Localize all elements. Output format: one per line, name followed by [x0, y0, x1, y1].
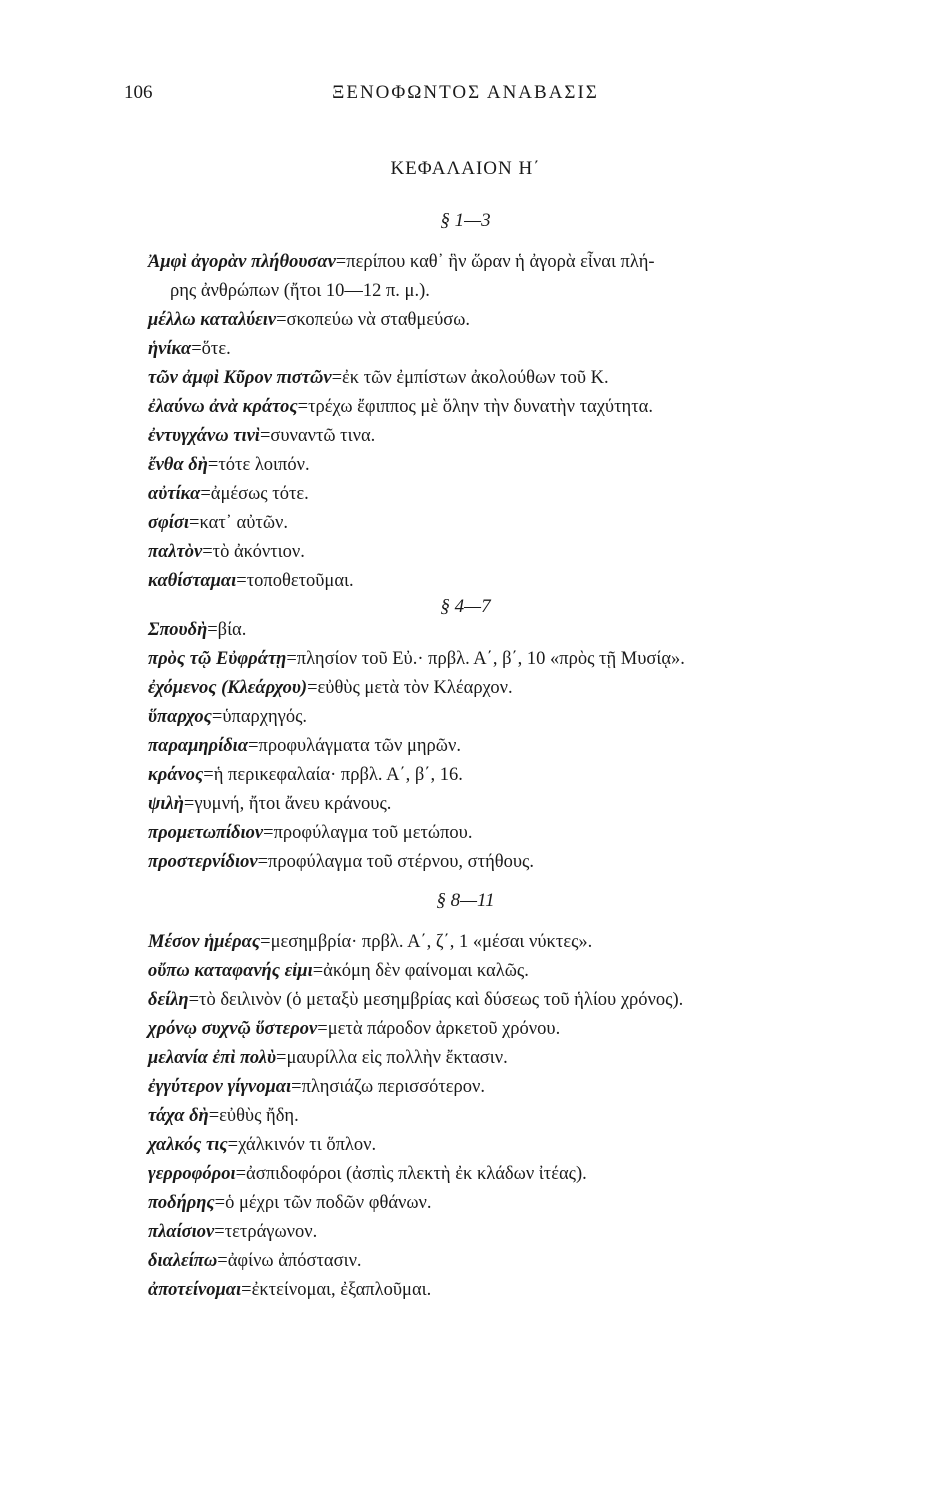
glossary-entry: πρὸς τῷ Εὐφράτῃ=πλησίον τοῦ Εὐ.· πρβλ. Α΄, β΄, 10 «πρὸς τῇ Μυσίᾳ».: [148, 649, 685, 669]
entry-definition: τετράγωνον.: [224, 1222, 318, 1242]
glossary-entry: Ἀμφὶ ἀγορὰν πλήθουσαν=περίπου καθ᾿ ἣν ὥραν ἡ ἀγορὰ εἶναι πλή-: [148, 252, 655, 272]
entry-term: μέλλω καταλύειν: [148, 310, 277, 330]
chapter-title: ΚΕΦΑΛΑΙΟΝ Η΄: [390, 158, 541, 179]
entry-term: Ἀμφὶ ἀγορὰν πλήθουσαν: [148, 252, 336, 272]
glossary-entry: ἔνθα δὴ=τότε λοιπόν.: [148, 455, 310, 475]
entry-term: γερροφόροι: [148, 1164, 236, 1184]
entry-definition: σκοπεύω νὰ σταθμεύσω.: [286, 310, 471, 330]
entry-definition: ἀφίνω ἀπόστασιν.: [227, 1251, 362, 1271]
entry-definition: κατ᾿ αὐτῶν.: [199, 513, 289, 533]
entry-term: κράνος: [148, 765, 204, 785]
entry-definition: τὸ δειλινὸν (ὁ μεταξὺ μεσημβρίας καὶ δύσεως τοῦ ἡλίου χρόνος).: [199, 990, 684, 1010]
glossary-block-1: [148, 248, 848, 596]
entry-definition: ρης ἀνθρώπων (ἤτοι 10—12 π. μ.).: [170, 281, 430, 301]
glossary-entry: πλαίσιον=τετράγωνον.: [148, 1222, 318, 1242]
glossary-entry-continuation: [148, 277, 848, 306]
entry-definition: γυμνή, ἤτοι ἄνευ κράνους.: [194, 794, 392, 814]
entry-term: δείλη: [148, 990, 189, 1010]
entry-definition: ἀμέσως τότε.: [210, 484, 309, 504]
entry-definition: ἀσπιδοφόροι (ἀσπὶς πλεκτὴ ἐκ κλάδων ἰτέας).: [246, 1164, 587, 1184]
entry-term: προμετωπίδιον: [148, 823, 264, 843]
entry-definition: προφυλάγματα τῶν μηρῶν.: [258, 736, 461, 756]
entry-definition: εὐθὺς μετὰ τὸν Κλέαρχον.: [317, 678, 513, 698]
glossary-entry: παλτὸν=τὸ ἀκόντιον.: [148, 542, 305, 562]
entry-definition: ἀκόμη δὲν φαίνομαι καλῶς.: [323, 961, 529, 981]
entry-term: πρὸς τῷ Εὐφράτῃ: [148, 649, 287, 669]
glossary-entry: τάχα δὴ=εὐθὺς ἤδη.: [148, 1106, 299, 1126]
section-heading: § 4—7: [440, 596, 491, 617]
entry-definition: πλησιάζω περισσότερον.: [301, 1077, 486, 1097]
entry-term: ἐλαύνω ἀνὰ κράτος: [148, 397, 298, 417]
entry-term: ποδήρης: [148, 1193, 215, 1213]
entry-definition: τότε λοιπόν.: [218, 455, 310, 475]
glossary-entry: ποδήρης=ὁ μέχρι τῶν ποδῶν φθάνων.: [148, 1193, 432, 1213]
entry-term: ἀποτείνομαι: [148, 1280, 242, 1300]
section-heading: § 1—3: [440, 210, 491, 231]
glossary-block-2: [148, 616, 848, 877]
entry-term: ἔνθα δὴ: [148, 455, 208, 475]
entry-definition: μαυρίλλα εἰς πολλὴν ἔκτασιν.: [286, 1048, 508, 1068]
entry-definition: προφύλαγμα τοῦ μετώπου.: [273, 823, 473, 843]
glossary-entry: τῶν ἀμφὶ Κῦρον πιστῶν=ἐκ τῶν ἐμπίστων ἀκολούθων τοῦ Κ.: [148, 368, 609, 388]
glossary-entry: Μέσον ἡμέρας=μεσημβρία· πρβλ. Α΄, ζ΄, 1 «μέσαι νύκτες».: [148, 932, 593, 952]
glossary-entry: διαλείπω=ἀφίνω ἀπόστασιν.: [148, 1251, 362, 1271]
entry-definition: τοποθετοῦμαι.: [246, 571, 354, 591]
entry-definition: εὐθὺς ἤδη.: [219, 1106, 299, 1126]
glossary-entry: χαλκός τις=χάλκινόν τι ὅπλον.: [148, 1135, 377, 1155]
entry-term: ψιλὴ: [148, 794, 184, 814]
glossary-entry: ἡνίκα=ὅτε.: [148, 339, 231, 359]
entry-definition: περίπου καθ᾿ ἣν ὥραν ἡ ἀγορὰ εἶναι πλή-: [346, 252, 655, 272]
glossary-entry: μέλλω καταλύειν=σκοπεύω νὰ σταθμεύσω.: [148, 310, 471, 330]
glossary-entry: ἐγγύτερον γίγνομαι=πλησιάζω περισσότερον.: [148, 1077, 486, 1097]
entry-definition: προφύλαγμα τοῦ στέρνου, στήθους.: [268, 852, 534, 872]
glossary-entry: χρόνῳ συχνῷ ὕστερον=μετὰ πάροδον ἀρκετοῦ χρόνου.: [148, 1019, 561, 1039]
entry-definition: ὑπαρχηγός.: [222, 707, 308, 727]
entry-definition: ἐκ τῶν ἐμπίστων ἀκολούθων τοῦ Κ.: [342, 368, 609, 388]
glossary-entry: κράνος=ἡ περικεφαλαία· πρβλ. Α΄, β΄, 16.: [148, 765, 463, 785]
glossary-entry: ἐλαύνω ἀνὰ κράτος=τρέχω ἔφιππος μὲ ὅλην τὴν δυνατὴν ταχύτητα.: [148, 397, 653, 417]
entry-term: ἐχόμενος (Κλεάρχου): [148, 678, 308, 698]
entry-definition: μεσημβρία· πρβλ. Α΄, ζ΄, 1 «μέσαι νύκτες».: [270, 932, 593, 952]
glossary-entry: προστερνίδιον=προφύλαγμα τοῦ στέρνου, στήθους.: [148, 852, 534, 872]
entry-term: οὔπω καταφανής εἰμι: [148, 961, 313, 981]
entry-term: τάχα δὴ: [148, 1106, 209, 1126]
page-header: [0, 82, 931, 112]
entry-term: μελανία ἐπὶ πολὺ: [148, 1048, 277, 1068]
entry-term: Σπουδὴ: [148, 620, 208, 640]
glossary-entry: δείλη=τὸ δειλινὸν (ὁ μεταξὺ μεσημβρίας καὶ δύσεως τοῦ ἡλίου χρόνος).: [148, 990, 684, 1010]
entry-definition: ὁ μέχρι τῶν ποδῶν φθάνων.: [225, 1193, 432, 1213]
entry-definition: τρέχω ἔφιππος μὲ ὅλην τὴν δυνατὴν ταχύτητα.: [308, 397, 653, 417]
glossary-entry: σφίσι=κατ᾿ αὐτῶν.: [148, 513, 289, 533]
entry-term: παλτὸν: [148, 542, 203, 562]
entry-term: παραμηρίδια: [148, 736, 249, 756]
running-title: ΞΕΝΟΦΩΝΤΟΣ ΑΝΑΒΑΣΙΣ: [332, 82, 599, 103]
glossary-entry: παραμηρίδια=προφυλάγματα τῶν μηρῶν.: [148, 736, 461, 756]
glossary-block-3: [148, 928, 848, 1305]
entry-term: ἡνίκα: [148, 339, 192, 359]
glossary-entry: ὕπαρχος=ὑπαρχηγός.: [148, 707, 308, 727]
entry-term: ἐντυγχάνω τινὶ: [148, 426, 260, 446]
entry-term: ἐγγύτερον γίγνομαι: [148, 1077, 292, 1097]
entry-term: χρόνῳ συχνῷ ὕστερον: [148, 1019, 318, 1039]
entry-definition: βία.: [217, 620, 247, 640]
glossary-entry: ἐντυγχάνω τινὶ=συναντῶ τινα.: [148, 426, 376, 446]
entry-term: χαλκός τις: [148, 1135, 228, 1155]
entry-definition: ἡ περικεφαλαία· πρβλ. Α΄, β΄, 16.: [213, 765, 463, 785]
entry-term: τῶν ἀμφὶ Κῦρον πιστῶν: [148, 368, 332, 388]
glossary-entry: προμετωπίδιον=προφύλαγμα τοῦ μετώπου.: [148, 823, 473, 843]
entry-term: προστερνίδιον: [148, 852, 258, 872]
entry-term: καθίσταμαι: [148, 571, 237, 591]
entry-definition: συναντῶ τινα.: [270, 426, 376, 446]
glossary-entry: οὔπω καταφανής εἰμι=ἀκόμη δὲν φαίνομαι καλῶς.: [148, 961, 529, 981]
glossary-entry: ἀποτείνομαι=ἐκτείνομαι, ἐξαπλοῦμαι.: [148, 1280, 432, 1300]
glossary-entry: αὐτίκα=ἀμέσως τότε.: [148, 484, 309, 504]
page-number: 106: [124, 82, 153, 103]
glossary-entry: ἐχόμενος (Κλεάρχου)=εὐθὺς μετὰ τὸν Κλέαρχον.: [148, 678, 513, 698]
entry-term: πλαίσιον: [148, 1222, 215, 1242]
entry-definition: μετὰ πάροδον ἀρκετοῦ χρόνου.: [327, 1019, 561, 1039]
entry-definition: τὸ ἀκόντιον.: [212, 542, 305, 562]
glossary-entry: μελανία ἐπὶ πολὺ=μαυρίλλα εἰς πολλὴν ἔκτασιν.: [148, 1048, 508, 1068]
entry-term: αὐτίκα: [148, 484, 201, 504]
entry-definition: ἐκτείνομαι, ἐξαπλοῦμαι.: [251, 1280, 432, 1300]
glossary-entry: ψιλὴ=γυμνή, ἤτοι ἄνευ κράνους.: [148, 794, 392, 814]
entry-term: διαλείπω: [148, 1251, 218, 1271]
glossary-entry: Σπουδὴ=βία.: [148, 620, 247, 640]
entry-term: ὕπαρχος: [148, 707, 212, 727]
section-heading: § 8—11: [436, 890, 495, 911]
glossary-entry: γερροφόροι=ἀσπιδοφόροι (ἀσπὶς πλεκτὴ ἐκ κλάδων ἰτέας).: [148, 1164, 587, 1184]
entry-term: σφίσι: [148, 513, 190, 533]
entry-term: Μέσον ἡμέρας: [148, 932, 261, 952]
entry-definition: ὅτε.: [201, 339, 231, 359]
entry-definition: χάλκινόν τι ὅπλον.: [238, 1135, 377, 1155]
glossary-entry: καθίσταμαι=τοποθετοῦμαι.: [148, 571, 354, 591]
entry-definition: πλησίον τοῦ Εὐ.· πρβλ. Α΄, β΄, 10 «πρὸς τῇ Μυσίᾳ».: [296, 649, 685, 669]
